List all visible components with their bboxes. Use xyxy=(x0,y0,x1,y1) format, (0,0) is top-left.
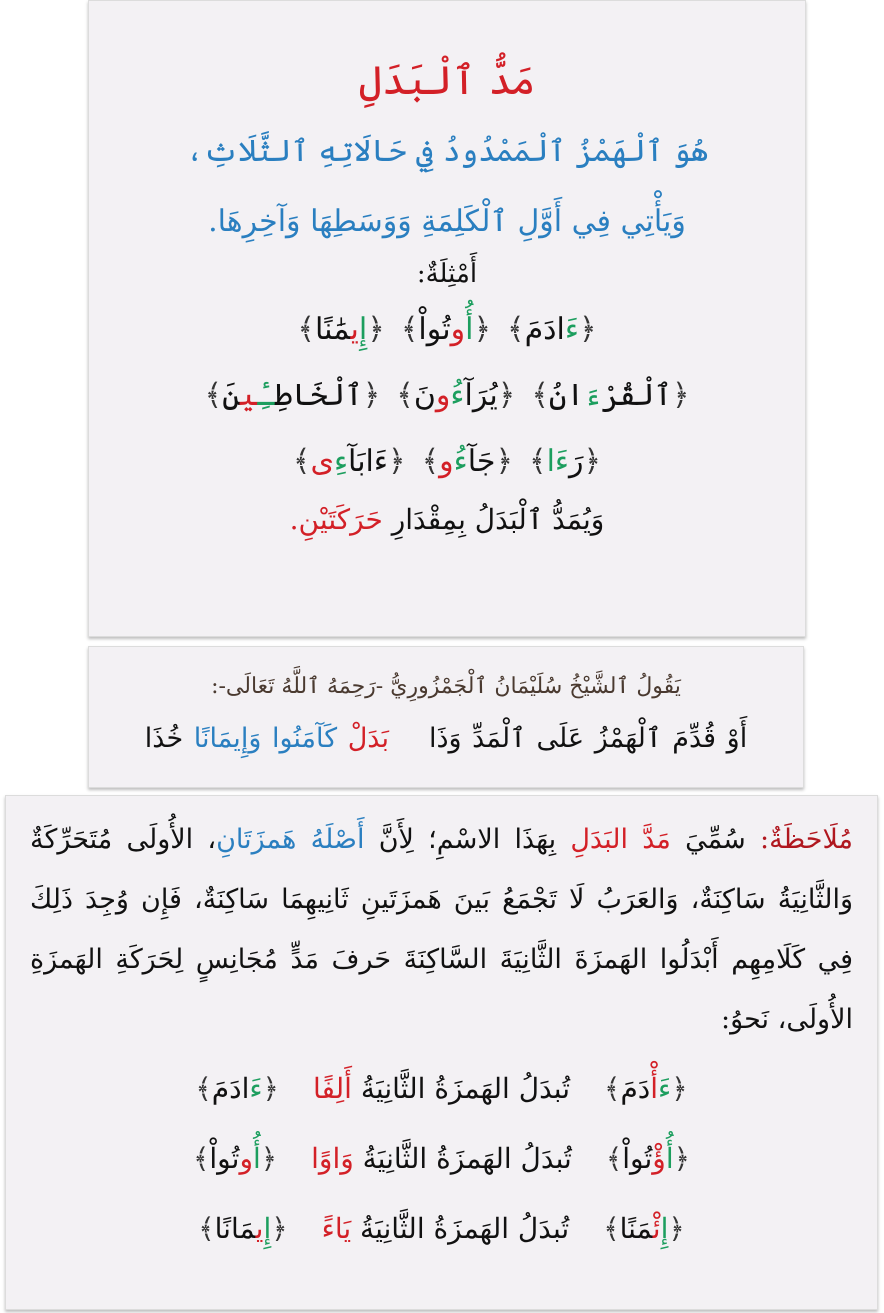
substitution-target: وَاوًا xyxy=(311,1142,354,1175)
ornate-bracket-close: ﴾ xyxy=(192,1142,210,1175)
verse-examples: كَآمَنُوا وَإِيمَانًا xyxy=(193,723,338,754)
ornate-bracket-close: ﴾ xyxy=(604,1072,621,1105)
ornate-bracket-open: ﴿ xyxy=(495,444,514,479)
word-segment: إِ xyxy=(660,1212,669,1245)
note-paragraph xyxy=(6,796,877,1050)
ornate-bracket-open: ﴿ xyxy=(673,1142,690,1175)
badal-definition-panel xyxy=(88,0,806,637)
word-segment: و xyxy=(439,444,454,479)
duration-statement xyxy=(89,495,805,545)
word-segment: أُ xyxy=(665,1142,674,1175)
word-segment: ٱلْقُرْ xyxy=(601,378,672,413)
note-text: ، الأُولَى مُتَحَرِّكَةٌ وَالثَّانِيَةُ سَاكِنَةٌ، وَالعَرَبُ لَا تَجْمَعُ بَينَ هَمزَتَينِ ثَانِيهِمَا سَاكِنَةٌ، فَإِن وُجِدَ ذَلِكَ فِي كَلَامِهِم أَبْدَلُوا الهَمزَةَ الثَّانِيَةَ السَّاكِنَةَ حَرفَ مَدٍّ مُجَانِسٍ لِحَرَكَةِ الهَمزَةِ الأُولَى، نَحوُ: xyxy=(30,824,853,1035)
ornate-bracket-close: ﴾ xyxy=(531,378,549,413)
word-segment: ءَا xyxy=(546,444,570,479)
word-segment: و xyxy=(450,312,466,347)
quranic-word xyxy=(531,378,689,413)
ornate-bracket-open: ﴿ xyxy=(473,312,492,347)
word-segment: نَ xyxy=(413,378,436,413)
quranic-word xyxy=(396,378,515,413)
word-segment: إِ xyxy=(263,1212,272,1245)
ornate-bracket-open: ﴿ xyxy=(583,444,602,479)
ornate-bracket-close: ﴾ xyxy=(603,1212,620,1245)
ornate-bracket-open: ﴿ xyxy=(367,312,385,347)
word-segment: يُرَآ xyxy=(464,378,498,413)
ornate-bracket-open: ﴿ xyxy=(260,1142,278,1175)
poem-quote-panel xyxy=(88,646,804,788)
word-segment: تُواْ xyxy=(622,1142,653,1175)
ornate-bracket-open: ﴿ xyxy=(578,312,597,347)
quranic-word xyxy=(529,444,601,479)
word-segment: ءُ xyxy=(450,378,465,413)
quranic-word xyxy=(604,1072,688,1105)
word-segment: ءَ xyxy=(564,312,579,347)
word-segment: أُ xyxy=(465,312,474,347)
substitution-target: أَلِفًا xyxy=(312,1072,352,1105)
ornate-bracket-open: ﴿ xyxy=(262,1072,279,1105)
word-segment: رَ xyxy=(569,444,584,479)
quranic-word xyxy=(195,1072,279,1105)
substitution-target: يَاءً xyxy=(321,1212,352,1245)
ornate-bracket-close: ﴾ xyxy=(605,1142,623,1175)
ornate-bracket-open: ﴿ xyxy=(271,1212,288,1245)
word-segment: و xyxy=(239,1142,253,1175)
examples-row xyxy=(89,429,805,495)
substitution-text: تُبدَلُ الهَمزَةُ الثَّانِيَةُ xyxy=(353,1142,572,1175)
word-segment: دَمَ xyxy=(620,1072,651,1105)
verse-badal: بَدَلْ xyxy=(347,723,389,754)
quote-intro: يَقُولُ ٱلشَّيْخُ سُلَيْمَانُ ٱلْجَمْزُورِيُّ -رَحِمَهُ ٱللَّهُ تَعَالَى-: xyxy=(211,674,681,699)
ornate-bracket-close: ﴾ xyxy=(198,1212,215,1245)
quranic-word xyxy=(422,444,513,479)
ornate-bracket-close: ﴾ xyxy=(204,378,223,413)
definition-line: وَيَأْتِي فِي أَوَّلِ ٱلْكَلِمَةِ وَوَسَطِهَا وَآخِرِهَا. xyxy=(208,204,686,239)
ornate-bracket-close: ﴾ xyxy=(529,444,547,479)
note-text: بِهَذَا الاسْمِ؛ لِأَنَّ xyxy=(364,824,571,855)
page-title: مَدُّ ٱلْبَدَلِ xyxy=(358,58,536,104)
note-panel xyxy=(5,795,878,1310)
ornate-bracket-close: ﴾ xyxy=(195,1072,212,1105)
ornate-bracket-open: ﴿ xyxy=(668,1212,685,1245)
ornate-bracket-open: ﴿ xyxy=(362,378,381,413)
substitution-row xyxy=(6,1124,877,1194)
ornate-bracket-close: ﴾ xyxy=(400,312,419,347)
note-term: مَدَّ البَدَلِ xyxy=(570,824,671,855)
word-segment: انُ xyxy=(548,378,585,413)
word-segment: ءُ xyxy=(453,444,468,479)
word-segment: مَٰنًا xyxy=(315,312,351,347)
word-segment: ءَ xyxy=(249,1072,263,1105)
substitution-row xyxy=(6,1194,877,1264)
word-segment: تُواْ xyxy=(418,312,451,347)
substitution-row xyxy=(6,1054,877,1124)
word-segment: ادَمَ xyxy=(524,312,565,347)
examples-label: أَمْثِلَةٌ: xyxy=(416,259,478,289)
poem-verse xyxy=(89,717,803,761)
ornate-bracket-close: ﴾ xyxy=(297,312,315,347)
word-segment: و xyxy=(435,378,451,413)
note-origin: أَصْلَهُ هَمزَتَانِ xyxy=(216,824,365,855)
substitution-text: تُبدَلُ الهَمزَةُ الثَّانِيَةُ xyxy=(351,1072,571,1105)
verse-first-half: أَوْ قُدِّمَ ٱلْهَمْزُ عَلَى ٱلْمَدِّ وَذَا xyxy=(429,723,748,754)
word-segment: ي xyxy=(255,1212,264,1245)
ornate-bracket-close: ﴾ xyxy=(507,312,525,347)
quranic-word xyxy=(293,444,406,479)
verse-end: خُذَا xyxy=(144,723,194,754)
ornate-bracket-close: ﴾ xyxy=(292,444,311,479)
word-segment: أْ xyxy=(650,1072,659,1105)
word-segment: مَانًا xyxy=(214,1212,256,1245)
examples-row xyxy=(89,363,805,429)
word-segment: ءَ xyxy=(584,378,602,413)
word-segment: ءِ xyxy=(333,444,349,479)
duration-highlight: حَرَكَتَيْنِ. xyxy=(289,503,383,536)
word-segment: ادَمَ xyxy=(211,1072,250,1105)
word-segment: إِ xyxy=(358,312,368,347)
quranic-word xyxy=(507,312,597,347)
word-segment: ؤْ xyxy=(652,1142,666,1175)
word-segment: أُ xyxy=(252,1142,261,1175)
note-label: مُلَاحَظَةٌ: xyxy=(760,824,854,855)
ornate-bracket-open: ﴿ xyxy=(497,378,516,413)
word-segment: ءَابَآ xyxy=(348,444,388,479)
word-segment: ي xyxy=(239,378,258,413)
examples-row xyxy=(89,297,805,363)
ornate-bracket-open: ﴿ xyxy=(671,1072,688,1105)
duration-text: وَيُمَدُّ ٱلْبَدَلُ بِمِقْدَارِ xyxy=(382,503,605,536)
quranic-word xyxy=(297,312,384,347)
word-segment: نَ xyxy=(222,378,240,413)
word-segment: ءَ xyxy=(658,1072,672,1105)
word-segment: ى xyxy=(310,444,334,479)
word-segment: تُواْ xyxy=(209,1142,240,1175)
word-segment: جَآ xyxy=(467,444,496,479)
ornate-bracket-close: ﴾ xyxy=(396,378,414,413)
definition-line: هُوَ ٱلْهَمْزُ ٱلْمَمْدُودُ فِي حَالَاتِهِ ٱلثَّلَاثِ، xyxy=(185,134,709,169)
word-segment: مَنًا xyxy=(619,1212,653,1245)
word-segment: ٱلْخَاطِ xyxy=(274,378,363,413)
ornate-bracket-open: ﴿ xyxy=(387,444,406,479)
quranic-word xyxy=(193,1142,277,1175)
quranic-word xyxy=(401,312,491,347)
quranic-word xyxy=(204,378,380,413)
word-segment: ئْ xyxy=(652,1212,661,1245)
quranic-word xyxy=(606,1142,690,1175)
quranic-word xyxy=(198,1212,287,1245)
quranic-word xyxy=(603,1212,685,1245)
ornate-bracket-close: ﴾ xyxy=(421,444,440,479)
word-segment: ـِٔ xyxy=(257,378,275,413)
note-text: سُمِّيَ xyxy=(670,824,761,855)
word-segment: ي xyxy=(350,312,359,347)
ornate-bracket-open: ﴿ xyxy=(671,378,690,413)
substitution-text: تُبدَلُ الهَمزَةُ الثَّانِيَةُ xyxy=(351,1212,570,1245)
